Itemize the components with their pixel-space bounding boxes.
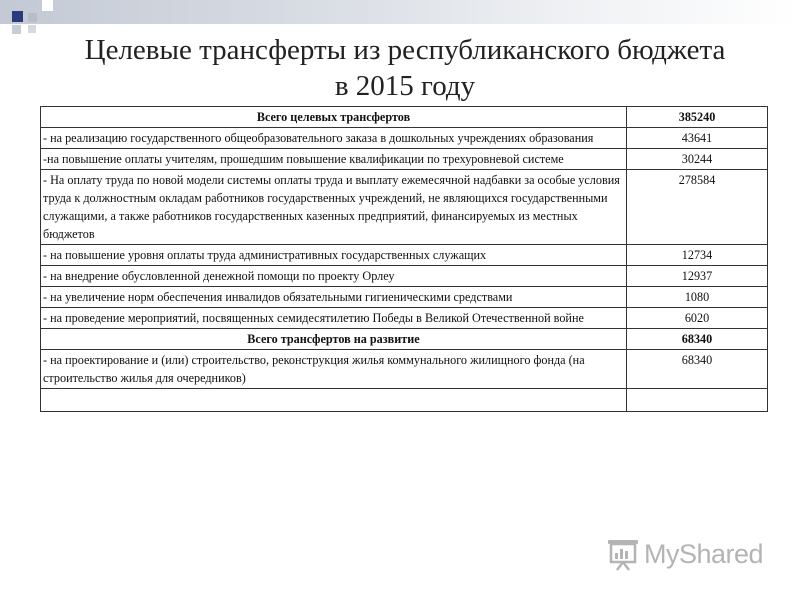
row-value: 1080	[627, 287, 768, 308]
row-label: - на реализацию государственного общеобразовательного заказа в дошкольных учреждениях образования	[41, 128, 627, 149]
header-gradient-band	[0, 0, 800, 24]
row-label: - на внедрение обусловленной денежной помощи по проекту Орлеу	[41, 266, 627, 287]
row-label: -на повышение оплаты учителям, прошедшим повышение квалификации по трехуровневой системе	[41, 149, 627, 170]
row-value: 43641	[627, 128, 768, 149]
row-value: 278584	[627, 170, 768, 245]
empty-cell	[627, 389, 768, 412]
table-row	[41, 287, 768, 308]
table-row-total	[41, 107, 768, 128]
row-label: - на увеличение норм обеспечения инвалидов обязательными гигиеническими средствами	[41, 287, 627, 308]
table-row	[41, 245, 768, 266]
decor-square-light	[12, 25, 21, 34]
table-row	[41, 170, 768, 245]
watermark	[606, 536, 763, 572]
row-value: 12937	[627, 266, 768, 287]
row-label: Всего трансфертов на развитие	[41, 329, 627, 350]
row-value: 6020	[627, 308, 768, 329]
row-label: Всего целевых трансфертов	[41, 107, 627, 128]
table-row	[41, 128, 768, 149]
table-row-total	[41, 329, 768, 350]
transfers-table	[40, 106, 768, 412]
watermark-text: MyShared	[644, 538, 764, 569]
table-row	[41, 149, 768, 170]
row-label: - На оплату труда по новой модели системы оплаты труда и выплату ежемесячной надбавки за особые условия труда к должностным окладам работников государственных учреждений, не являющихся государственными служащими, а также работников государственных казенных предприятий, финансируемых из местных бюджетов	[41, 170, 627, 245]
slide-title	[40, 32, 770, 104]
decor-square-light	[28, 13, 37, 22]
row-value: 68340	[627, 329, 768, 350]
row-label: - на проектирование и (или) строительство, реконструкция жилья коммунального жилищного фонда (на строительство жилья для очередников)	[41, 350, 627, 389]
table-row	[41, 266, 768, 287]
presentation-icon	[606, 537, 640, 571]
table-row	[41, 308, 768, 329]
table-row-empty	[41, 389, 768, 412]
row-value: 30244	[627, 149, 768, 170]
decor-square-dark	[12, 11, 23, 22]
row-label: - на повышение уровня оплаты труда административных государственных служащих	[41, 245, 627, 266]
empty-cell	[41, 389, 627, 412]
table-row	[41, 350, 768, 389]
row-label: - на проведение мероприятий, посвященных семидесятилетию Победы в Великой Отечественной войне	[41, 308, 627, 329]
decor-square-light	[28, 25, 36, 33]
row-value: 385240	[627, 107, 768, 128]
title-line-1: Целевые трансферты из республиканского бюджета	[84, 34, 726, 66]
row-value: 68340	[627, 350, 768, 389]
title-line-2: в 2015 году	[334, 70, 476, 102]
row-value: 12734	[627, 245, 768, 266]
decor-square-white	[42, 0, 53, 11]
